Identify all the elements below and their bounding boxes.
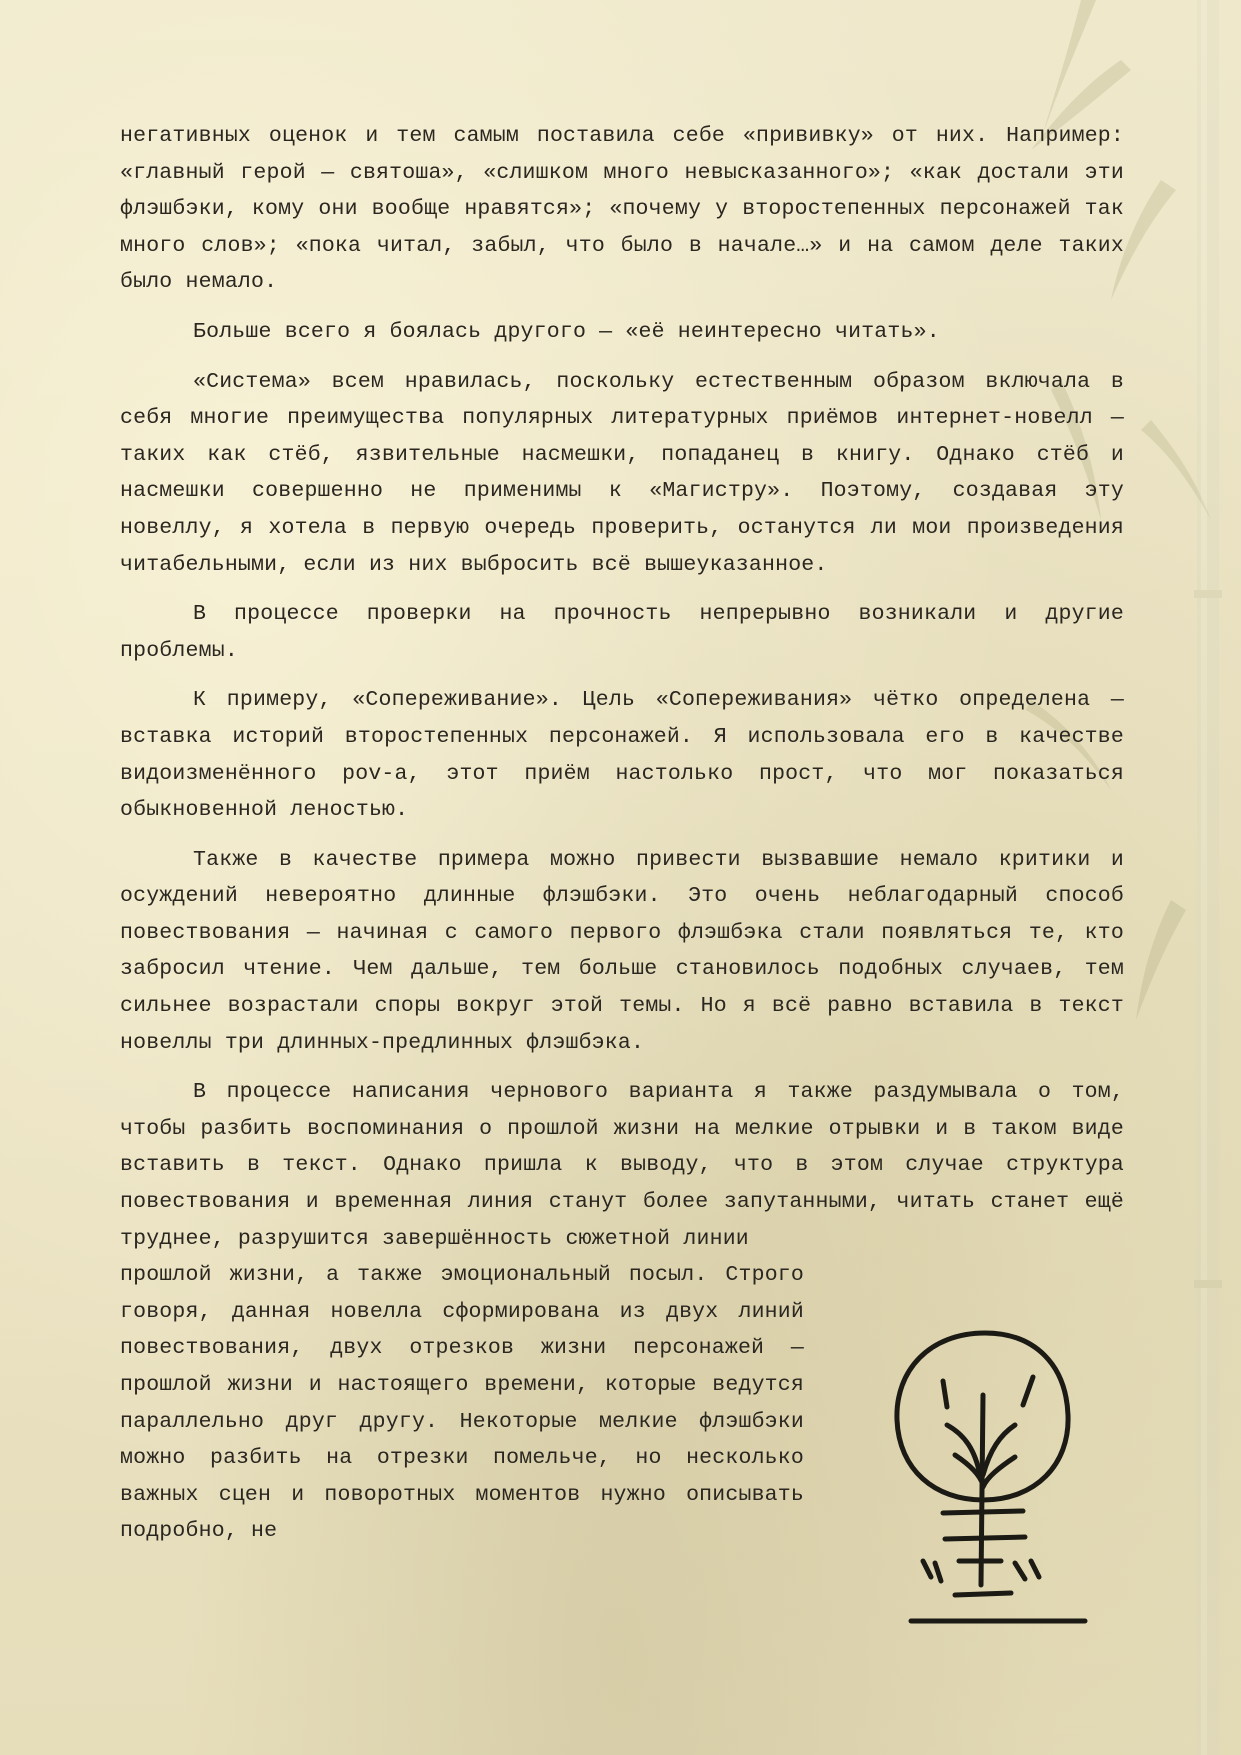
paragraph: Также в качестве примера можно привести вызвавшие немало критики и осуждений невероятно длинные флэшбэки. Это очень неблагодарный способ повествования — начиная с самого первого флэшбэка стали появляться те, кто забросил чтение. Чем дальше, тем больше становилось подобных случаев, тем сильнее возрастали споры вокруг этой темы. Но я всё равно вставила в текст новеллы три длинных-предлинных флэшбэка. [120, 847, 1124, 1055]
paragraph-continued: прошлой жизни, а также эмоциональный посыл. Строго говоря, данная новелла сформирована из двух линий повествования, двух отрезков жизни персонажей — прошлой жизни и настоящего времени, которые ведутся параллельно друг другу. Некоторые мелкие флэшбэки можно разбить на отрезки помельче, но несколько важных сцен и поворотных моментов нужно описывать подробно, не [120, 1263, 804, 1544]
paragraph: «Система» всем нравилась, поскольку естественным образом включала в себя многие преимущества популярных литературных приёмов интернет-новелл — таких как стёб, язвительные насмешки, попаданец в книгу. Однако стёб и насмешки совершенно не применимы к «Магистру». Поэтому, создавая эту новеллу, я хотела в первую очередь проверить, останутся ли мои произведения читабельными, если из них выбросить всё вышеуказанное. [120, 369, 1124, 577]
tree-seal-illustration [875, 1325, 1095, 1630]
paragraph: В процессе написания чернового варианта я также раздумывала о том, чтобы разбить воспоминания о прошлой жизни на мелкие отрывки и в таком виде вставить в текст. Однако пришла к выводу, что в этом случае структура повествования и временная линия станут более запутанными, читать станет ещё труднее, разрушится завершённость сюжетной линии [120, 1080, 1124, 1251]
paragraph: В процессе проверки на прочность непрерывно возникали и другие проблемы. [120, 602, 1124, 663]
paragraph: негативных оценок и тем самым поставила себе «прививку» от них. Например: «главный герой — святоша», «слишком много невысказанного»; «как достали эти флэшбэки, кому они вообще нравятся»; «почему у второстепенных персонажей так много слов»; «пока читал, забыл, что было в начале…» и на самом деле таких было немало. [120, 124, 1124, 295]
paragraph: К примеру, «Сопереживание». Цель «Сопереживания» чётко определена — вставка историй второстепенных персонажей. Я использовала его в качестве видоизменённого pov-a, этот приём настолько прост, что мог показаться обыкновенной леностью. [120, 688, 1124, 823]
paragraph: Больше всего я боялась другого — «её неинтересно читать». [193, 319, 940, 344]
